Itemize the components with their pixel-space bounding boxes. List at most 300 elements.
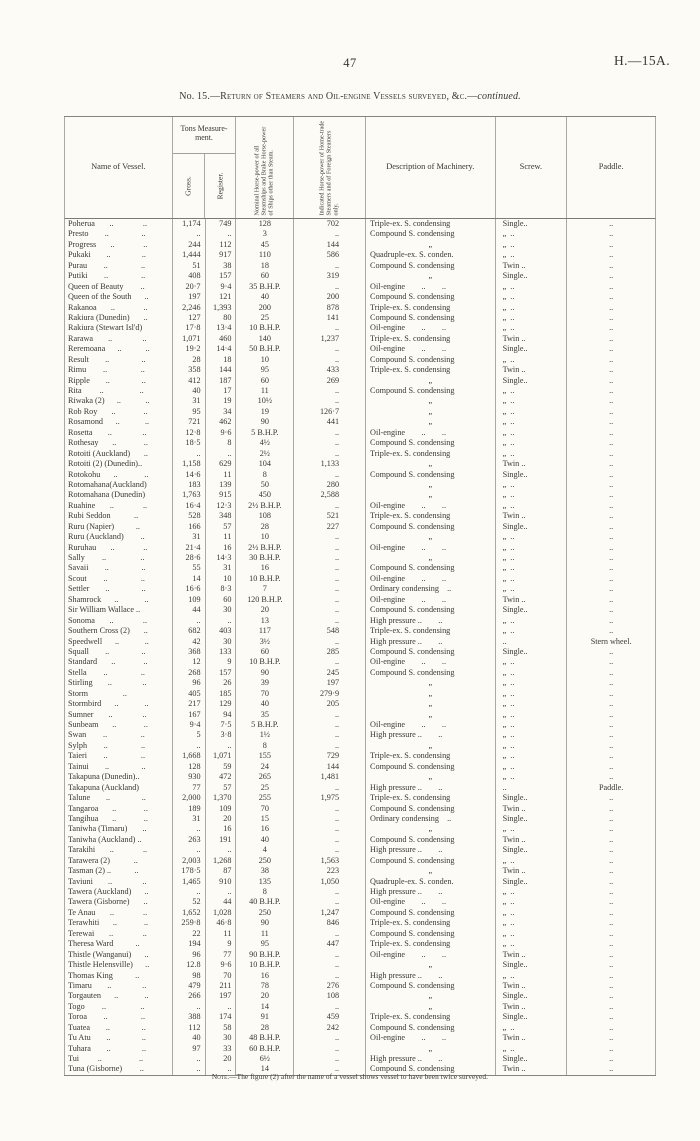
screw-cell: „ ..: [495, 428, 567, 438]
paddle-cell: ..: [566, 584, 655, 594]
paddle-cell: ..: [566, 282, 655, 292]
register-tons-cell: 20: [205, 814, 236, 824]
paddle-cell: ..: [566, 804, 655, 814]
vessel-name: Terewai: [68, 928, 95, 938]
vessel-name: Rita: [68, 386, 82, 395]
gross-tons-cell: 721: [172, 417, 205, 427]
screw-cell: „ ..: [495, 543, 567, 553]
paddle-cell: ..: [566, 240, 655, 250]
machinery-cell: Compound S. condensing: [365, 313, 495, 323]
register-tons-cell: 60: [205, 595, 236, 605]
nominal-hp-cell: 20: [235, 991, 293, 1001]
col-header-screw: [495, 117, 567, 218]
nominal-hp-cell: 10: [235, 355, 293, 365]
table-row: [65, 772, 655, 782]
gross-tons-cell: 112: [172, 1023, 205, 1033]
indicated-hp-cell: ..: [293, 824, 365, 834]
screw-cell: „ ..: [495, 490, 567, 500]
register-tons-cell: ..: [205, 845, 236, 855]
screw-cell: Single..: [495, 1012, 567, 1022]
table-row: [65, 1054, 655, 1064]
tons-measurement-label: [173, 117, 236, 154]
register-tons-cell: 9·4: [205, 282, 236, 292]
nominal-hp-cell: 2½ B.H.P.: [235, 501, 293, 511]
machinery-cell: High pressure .. ..: [365, 783, 495, 793]
vessel-name: Rothesay: [68, 438, 99, 448]
vessel-name-cell: [65, 678, 172, 688]
gross-tons-cell: 1,158: [172, 459, 205, 469]
indicated-hp-cell: 729: [293, 751, 365, 761]
machinery-cell: Oil-engine .. ..: [365, 344, 495, 354]
paddle-cell: ..: [566, 490, 655, 500]
screw-cell: Twin ..: [495, 334, 567, 344]
leader-dots: ..: [112, 813, 117, 823]
leader-dots: ..: [143, 897, 148, 907]
gross-tons-cell: 528: [172, 511, 205, 521]
leader-dots: ..: [143, 803, 148, 813]
leader-dots: ..: [143, 907, 148, 917]
nominal-hp-cell: 250: [235, 856, 293, 866]
leader-dots: ..: [97, 1054, 102, 1063]
leader-dots: ..: [140, 1001, 145, 1011]
gross-tons-cell: 42: [172, 637, 205, 647]
leader-dots: ..: [112, 918, 117, 928]
table-row: [65, 783, 655, 793]
screw-cell: „ ..: [495, 730, 567, 740]
table-row: [65, 449, 655, 459]
leader-dots: ..: [144, 887, 149, 896]
screw-cell: „ ..: [495, 887, 567, 897]
table-row: [65, 553, 655, 563]
paddle-cell: ..: [566, 657, 655, 667]
gross-tons-cell: 408: [172, 271, 205, 281]
leader-dots: ..: [103, 751, 108, 761]
leader-dots: ..: [110, 239, 115, 249]
leader-dots: ..: [135, 521, 140, 531]
indicated-hp-cell: 1,563: [293, 856, 365, 866]
paddle-cell: ..: [566, 449, 655, 459]
machinery-cell: Triple-ex. S. condensing: [365, 793, 495, 803]
leader-dots: ..: [104, 563, 109, 573]
table-row: [65, 929, 655, 939]
screw-cell: Twin ..: [495, 981, 567, 991]
gross-tons-cell: 682: [172, 626, 205, 636]
screw-cell: „ ..: [495, 313, 567, 323]
leader-dots: ..: [144, 469, 149, 479]
leader-dots: ..: [114, 699, 119, 709]
vessel-name: Standard: [68, 657, 98, 667]
vessel-name-cell: [65, 543, 172, 553]
register-tons-cell: 185: [205, 689, 236, 699]
vessel-name-cell: [65, 1002, 172, 1012]
vessel-name-cell: [65, 772, 172, 782]
nominal-hp-cell: 8: [235, 741, 293, 751]
leader-dots: ..: [139, 1064, 144, 1074]
screw-cell: „ ..: [495, 449, 567, 459]
leader-dots: ..: [109, 907, 115, 917]
table-row: [65, 334, 655, 344]
paddle-cell: ..: [566, 563, 655, 573]
machinery-cell: Compound S. condensing: [365, 438, 495, 448]
screw-cell: Twin ..: [495, 1033, 567, 1043]
vessel-name: Sylph: [68, 740, 88, 750]
screw-cell: Single..: [495, 219, 567, 229]
paddle-cell: ..: [566, 866, 655, 876]
col-header-paddle: [566, 117, 655, 218]
machinery-cell: Compound S. condensing: [365, 1023, 495, 1033]
nominal-hp-cell: 135: [235, 877, 293, 887]
screw-cell: „ ..: [495, 626, 567, 636]
vessel-name-cell: [65, 877, 172, 887]
nominal-hp-cell: 14: [235, 1002, 293, 1012]
screw-cell: „ ..: [495, 741, 567, 751]
paddle-cell: ..: [566, 689, 655, 699]
paddle-cell: ..: [566, 574, 655, 584]
leader-dots: ..: [144, 292, 149, 302]
vessel-name: Sir William Wallace ..: [68, 605, 141, 615]
table-row: [65, 229, 655, 239]
nominal-hp-cell: 110: [235, 250, 293, 260]
col-header-machinery: [365, 117, 495, 218]
paddle-cell: ..: [566, 396, 655, 406]
paddle-cell: ..: [566, 438, 655, 448]
register-tons-cell: 20: [205, 1054, 236, 1064]
vessel-name: Queen of Beauty: [68, 281, 124, 291]
leader-dots: ..: [99, 386, 104, 395]
gross-tons-cell: 1,652: [172, 908, 205, 918]
vessel-name: Southern Cross (2): [68, 626, 130, 636]
gross-tons-cell: 368: [172, 647, 205, 657]
gross-tons-cell: 405: [172, 689, 205, 699]
nominal-hp-cell: 60 B.H.P.: [235, 1044, 293, 1054]
leader-dots: ..: [105, 1022, 110, 1032]
leader-dots: ..: [140, 667, 145, 677]
paddle-cell: ..: [566, 261, 655, 271]
leader-dots: ..: [103, 260, 108, 270]
vessel-name-cell: [65, 710, 172, 720]
register-tons-cell: 403: [205, 626, 236, 636]
table-row: [65, 532, 655, 542]
machinery-cell: Oil-engine .. ..: [365, 574, 495, 584]
indicated-hp-cell: 433: [293, 365, 365, 375]
register-label: Register.: [215, 172, 225, 200]
paddle-cell: ..: [566, 292, 655, 302]
gross-tons-cell: 40: [172, 1033, 205, 1043]
indicated-hp-cell: ..: [293, 616, 365, 626]
indicated-hp-cell: 279·9: [293, 689, 365, 699]
nominal-hp-cell: 40: [235, 699, 293, 709]
indicated-hp-cell: 459: [293, 1012, 365, 1022]
table-row: [65, 355, 655, 365]
paddle-cell: ..: [566, 668, 655, 678]
register-tons-cell: 472: [205, 772, 236, 782]
leader-dots: ..: [144, 991, 149, 1001]
gross-tons-cell: 189: [172, 804, 205, 814]
nominal-hp-cell: 104: [235, 459, 293, 469]
vessel-name-cell: [65, 856, 172, 866]
indicated-hp-cell: ..: [293, 814, 365, 824]
vessel-name: Tasman (2) ..: [68, 866, 112, 876]
paddle-cell: ..: [566, 313, 655, 323]
vessel-name-cell: [65, 783, 172, 793]
document-reference: H.—15A.: [613, 53, 670, 68]
tons-line2: ment.: [195, 133, 213, 143]
machinery-cell: Compound S. condensing: [365, 522, 495, 532]
machinery-cell: Oil-engine .. ..: [365, 595, 495, 605]
leader-dots: ..: [112, 803, 117, 813]
nominal-hp-cell: 70: [235, 689, 293, 699]
vessel-name: Stormbird: [68, 699, 102, 709]
indicated-hp-cell: ..: [293, 1064, 365, 1074]
leader-dots: ..: [143, 720, 148, 729]
vessel-name-cell: [65, 480, 172, 490]
table-row: [65, 271, 655, 281]
paddle-cell: ..: [566, 814, 655, 824]
screw-cell: „ ..: [495, 501, 567, 511]
vessel-name-cell: [65, 793, 172, 803]
screw-cell: „ ..: [495, 229, 567, 239]
gross-tons-cell: 16·4: [172, 501, 205, 511]
leader-dots: ..: [141, 1033, 146, 1043]
leader-dots: ..: [141, 250, 146, 260]
leader-dots: ..: [114, 991, 119, 1001]
screw-cell: „ ..: [495, 678, 567, 688]
footnote-label: Note.: [211, 1072, 230, 1081]
screw-cell: „ ..: [495, 918, 567, 928]
vessel-name: Settler: [68, 584, 90, 594]
indicated-hp-cell: ..: [293, 1002, 365, 1012]
indicated-hp-cell: 586: [293, 250, 365, 260]
vessel-name-cell: [65, 219, 172, 229]
indicated-hp-cell: ..: [293, 344, 365, 354]
machinery-cell: Triple-ex. S. condensing: [365, 303, 495, 313]
nominal-hp-cell: 25: [235, 313, 293, 323]
nominal-hp-cell: 30 B.H.P.: [235, 553, 293, 563]
vessel-name: Timaru: [68, 980, 92, 990]
vessel-name-cell: [65, 668, 172, 678]
col-header-indicated-hp: [293, 117, 365, 218]
paddle-cell: ..: [566, 334, 655, 344]
table-row: [65, 480, 655, 490]
indicated-hp-cell: 1,481: [293, 772, 365, 782]
indicated-hp-cell: ..: [293, 897, 365, 907]
gross-tons-cell: 28: [172, 355, 205, 365]
vessel-name: Presto: [68, 229, 89, 239]
vessel-name-cell: [65, 762, 172, 772]
register-tons-cell: 157: [205, 668, 236, 678]
leader-dots: ..: [142, 845, 148, 855]
register-tons-cell: 129: [205, 699, 236, 709]
table-row: [65, 960, 655, 970]
table-row: [65, 720, 655, 730]
indicated-hp-cell: ..: [293, 1054, 365, 1064]
register-tons-cell: 1,370: [205, 793, 236, 803]
screw-cell: Single..: [495, 376, 567, 386]
gross-tons-cell: 31: [172, 396, 205, 406]
leader-dots: ..: [111, 657, 116, 667]
leader-dots: ..: [142, 219, 147, 228]
register-tons-cell: ..: [205, 616, 236, 626]
register-tons-cell: 38: [205, 261, 236, 271]
paddle-label: Paddle.: [598, 162, 624, 172]
nominal-hp-cell: 7: [235, 584, 293, 594]
leader-dots: ..: [114, 636, 120, 646]
leader-dots: ..: [141, 1022, 146, 1032]
register-tons-cell: 59: [205, 762, 236, 772]
gross-tons-cell: 20·7: [172, 282, 205, 292]
nominal-hp-cell: 38: [235, 866, 293, 876]
leader-dots: ..: [112, 720, 117, 729]
machinery-cell: Compound S. condensing: [365, 908, 495, 918]
machinery-cell: Quadruple-ex. S. conden.: [365, 250, 495, 260]
machinery-cell: Compound S. condensing: [365, 292, 495, 302]
indicated-hp-cell: ..: [293, 595, 365, 605]
paddle-cell: ..: [566, 710, 655, 720]
table-row: [65, 950, 655, 960]
machinery-cell: „: [365, 459, 495, 469]
leader-dots: ..: [141, 793, 146, 803]
indicated-hp-cell: 108: [293, 991, 365, 1001]
paddle-cell: ..: [566, 741, 655, 751]
machinery-cell: „: [365, 480, 495, 490]
leader-dots: ..: [143, 813, 148, 823]
vessel-name: Swan: [68, 730, 87, 740]
title-continued: continued.: [477, 91, 521, 102]
register-tons-cell: 14·4: [205, 344, 236, 354]
indicated-hp-cell: ..: [293, 323, 365, 333]
gross-tons-cell: 9·4: [172, 720, 205, 730]
indicated-hp-cell: ..: [293, 960, 365, 970]
vessel-name-cell: [65, 751, 172, 761]
indicated-hp-cell: ..: [293, 804, 365, 814]
paddle-cell: ..: [566, 1064, 655, 1074]
table-row: [65, 793, 655, 803]
table-row: [65, 835, 655, 845]
vessel-name-cell: [65, 595, 172, 605]
vessel-name-cell: [65, 605, 172, 615]
screw-cell: „ ..: [495, 563, 567, 573]
vessel-name: Poherua: [68, 219, 95, 228]
screw-cell: Single..: [495, 960, 567, 970]
screw-cell: Twin ..: [495, 511, 567, 521]
vessel-name: Rakiura (Stewart Isl'd): [68, 323, 143, 333]
register-tons-cell: 31: [205, 563, 236, 573]
leader-dots: ..: [145, 396, 150, 406]
table-row: [65, 699, 655, 709]
paddle-cell: ..: [566, 887, 655, 897]
gross-tons-cell: 412: [172, 376, 205, 386]
indicated-hp-cell: ..: [293, 1044, 365, 1054]
machinery-cell: High pressure .. ..: [365, 1054, 495, 1064]
vessel-name-cell: [65, 699, 172, 709]
paddle-cell: ..: [566, 626, 655, 636]
register-tons-cell: 1,071: [205, 751, 236, 761]
indicated-hp-cell: 223: [293, 866, 365, 876]
vessel-name-cell: [65, 1012, 172, 1022]
register-tons-cell: 139: [205, 480, 236, 490]
screw-cell: Twin ..: [495, 1002, 567, 1012]
indicated-hp-cell: 144: [293, 240, 365, 250]
leader-dots: ..: [109, 219, 114, 228]
table-row: [65, 605, 655, 615]
leader-dots: ..: [111, 406, 116, 416]
screw-cell: Twin ..: [495, 950, 567, 960]
vessel-name-cell: [65, 637, 172, 647]
register-tons-cell: 26: [205, 678, 236, 688]
screw-cell: „ ..: [495, 1023, 567, 1033]
screw-cell: Single..: [495, 877, 567, 887]
vessel-name-cell: [65, 1033, 172, 1043]
vessel-name-cell: [65, 261, 172, 271]
leader-dots: ..: [142, 709, 147, 719]
register-tons-cell: 629: [205, 459, 236, 469]
leader-dots: ..: [141, 229, 146, 239]
table-row: [65, 668, 655, 678]
paddle-cell: ..: [566, 971, 655, 981]
register-tons-cell: 915: [205, 490, 236, 500]
screw-cell: Single..: [495, 522, 567, 532]
vessel-name: Tui: [68, 1054, 80, 1063]
leader-dots: ..: [144, 949, 149, 959]
register-tons-cell: 30: [205, 1033, 236, 1043]
screw-cell: Twin ..: [495, 835, 567, 845]
footnote: [0, 1072, 700, 1081]
register-tons-cell: 14·3: [205, 553, 236, 563]
vessel-name: Tawera (Auckland): [68, 887, 132, 896]
leader-dots: ..: [142, 615, 147, 625]
leader-dots: ..: [102, 553, 107, 562]
machinery-cell: Triple-ex. S. condensing: [365, 449, 495, 459]
gross-tons-cell: 128: [172, 762, 205, 772]
title-main: Return of Steamers and Oil-engine Vessels surveyed, &c.—: [220, 91, 478, 102]
col-header-register: [204, 154, 236, 218]
table-row: [65, 386, 655, 396]
table-row: [65, 219, 655, 229]
indicated-hp-cell: ..: [293, 845, 365, 855]
nominal-hp-cell: 3: [235, 229, 293, 239]
leader-dots: ..: [141, 646, 146, 656]
vessel-name: Purau: [68, 260, 88, 270]
screw-cell: „ ..: [495, 751, 567, 761]
table-row: [65, 616, 655, 626]
register-tons-cell: 33: [205, 1044, 236, 1054]
gross-tons-cell: 1,071: [172, 334, 205, 344]
gross-tons-cell: 16·6: [172, 584, 205, 594]
indicated-hp-cell: ..: [293, 282, 365, 292]
register-tons-cell: 16: [205, 824, 236, 834]
register-tons-cell: 187: [205, 376, 236, 386]
paddle-cell: ..: [566, 344, 655, 354]
paddle-cell: ..: [566, 323, 655, 333]
gross-label: Gross.: [183, 176, 193, 196]
paddle-cell: ..: [566, 501, 655, 511]
table-row: [65, 292, 655, 302]
register-tons-cell: 8·3: [205, 584, 236, 594]
vessel-name: Reremoana: [68, 344, 106, 354]
paddle-cell: ..: [566, 1033, 655, 1043]
nominal-hp-cell: 35 B.H.P.: [235, 282, 293, 292]
table-row: [65, 407, 655, 417]
vessel-name: Talune: [68, 793, 91, 803]
table-row: [65, 877, 655, 887]
paddle-cell: ..: [566, 616, 655, 626]
machinery-cell: Oil-engine .. ..: [365, 282, 495, 292]
nominal-hp-cell: 1½: [235, 730, 293, 740]
register-tons-cell: 3·8: [205, 730, 236, 740]
vessel-name-cell: [65, 866, 172, 876]
register-tons-cell: 44: [205, 897, 236, 907]
gross-tons-cell: 77: [172, 783, 205, 793]
